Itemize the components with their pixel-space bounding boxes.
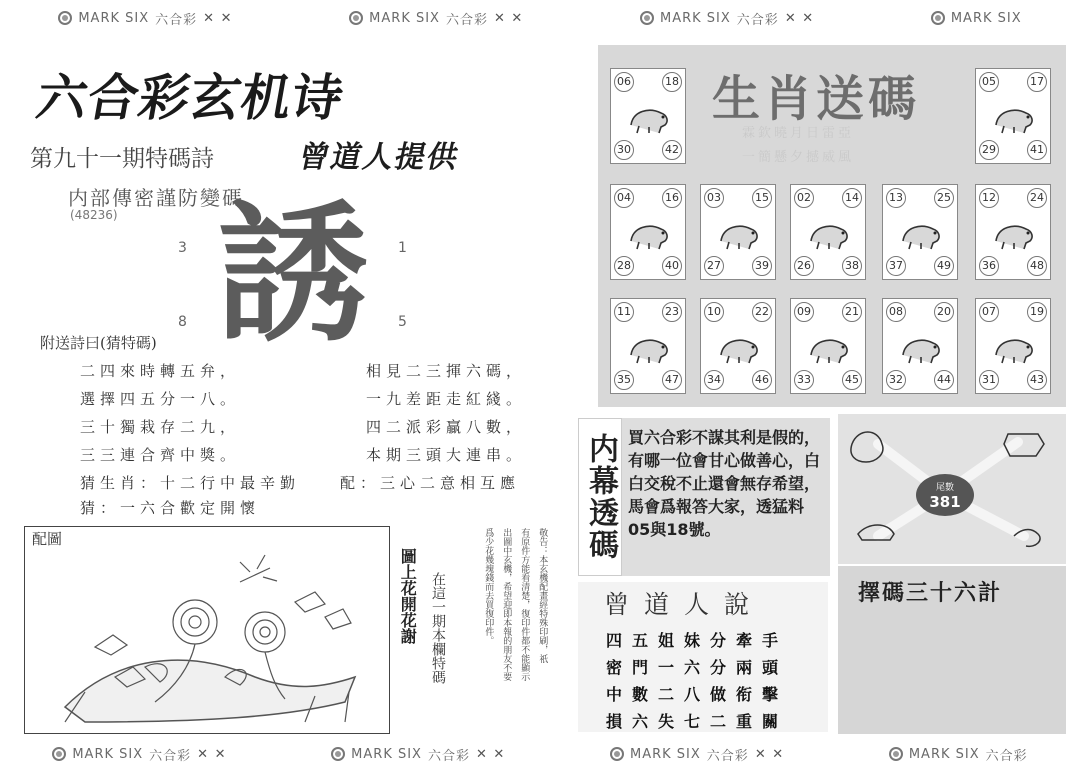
- zodiac-number: 14: [842, 188, 862, 208]
- band-segment: [640, 9, 814, 28]
- picture-label: 配圖: [32, 530, 63, 548]
- band-mark-text: MARK SIX: [78, 10, 150, 26]
- poem-heading: 附送詩曰(猜特碼): [40, 334, 157, 352]
- zodiac-number: 37: [886, 256, 906, 276]
- band-lottery-text: 六合彩: [985, 748, 1028, 764]
- mark-six-logo-icon: [610, 747, 624, 761]
- zodiac-number: 28: [614, 256, 634, 276]
- band-segment: [331, 745, 505, 764]
- corner-number-bl: 8: [178, 314, 187, 330]
- dog-icon: [897, 325, 945, 369]
- issue-heading: 第九十一期特碼詩: [30, 146, 214, 172]
- poem-line: 相見二三揮六碼，: [366, 362, 527, 380]
- cross-icon: ✕ ✕: [784, 10, 815, 26]
- zodiac-number: 40: [662, 256, 682, 276]
- zodiac-subtitle: 一簡懸夕撼威風: [742, 150, 855, 165]
- corner-number-tl: 3: [178, 240, 187, 256]
- picture-frame: [24, 526, 390, 734]
- tiger-icon: [625, 211, 673, 255]
- zodiac-number: 42: [662, 140, 682, 160]
- tail-badge: [916, 474, 974, 516]
- zodiac-number: 32: [886, 370, 906, 390]
- zodiac-number: 44: [934, 370, 954, 390]
- poem-line: 四二派彩贏八數，: [366, 418, 527, 436]
- zodiac-number: 10: [704, 302, 724, 322]
- zodiac-number: 13: [886, 188, 906, 208]
- feature-character: 誘: [218, 188, 369, 362]
- band-segment: [349, 9, 523, 28]
- zodiac-number: 08: [886, 302, 906, 322]
- saying-line: 密門一六分兩頭: [606, 658, 789, 677]
- cross-icon: ✕ ✕: [475, 746, 506, 762]
- zodiac-number: 29: [979, 140, 999, 160]
- band-mark-text: MARK SIX: [950, 10, 1022, 26]
- zodiac-number: 04: [614, 188, 634, 208]
- zodiac-number: 46: [752, 370, 772, 390]
- zodiac-number: 15: [752, 188, 772, 208]
- flower-illustration: [25, 527, 389, 733]
- picture-note-line: 有原件方能看清楚，復印件都不能顯示: [519, 528, 530, 681]
- mark-six-logo-icon: [349, 11, 363, 25]
- monkey-icon: [715, 325, 763, 369]
- inside-tag: 内幕透碼: [578, 418, 622, 576]
- zodiac-card-rat: [610, 68, 686, 164]
- band-lottery-text: 六合彩: [427, 748, 470, 764]
- zodiac-card-goat: [610, 298, 686, 394]
- band-lottery-text: 六合彩: [149, 748, 192, 764]
- zodiac-number: 16: [662, 188, 682, 208]
- band-segment: [610, 745, 784, 764]
- band-mark-text: MARK SIX: [630, 746, 701, 762]
- mark-six-logo-icon: [931, 11, 945, 25]
- provider-label: 曾道人提供: [295, 140, 463, 175]
- header-band: [0, 4, 1080, 32]
- poem-line: 本期三頭大連串。: [366, 446, 527, 464]
- band-mark-text: MARK SIX: [369, 10, 440, 26]
- rat-icon: [625, 95, 673, 139]
- saying-line: 四五姐妹分牽手: [606, 631, 789, 650]
- zodiac-number: 22: [752, 302, 772, 322]
- band-lottery-text: 六合彩: [445, 12, 488, 28]
- zodiac-card-horse: [975, 184, 1051, 280]
- band-lottery-text: 六合彩: [736, 12, 779, 28]
- zodiac-number: 24: [1027, 188, 1047, 208]
- poem-line: 一九差距走紅綫。: [366, 390, 527, 408]
- poem-line: 配：三心二意相互應: [340, 474, 521, 492]
- horse-icon: [990, 211, 1038, 255]
- band-segment: [931, 11, 1022, 26]
- zodiac-number: 23: [662, 302, 682, 322]
- band-lottery-text: 六合彩: [155, 12, 198, 28]
- picture-issue-note: 在這一期本欄特碼: [430, 572, 446, 684]
- zodiac-number: 06: [614, 72, 634, 92]
- mark-six-logo-icon: [58, 11, 72, 25]
- picture-note-line: 爲少花幾塊錢而去買復印件。: [483, 528, 494, 645]
- sayings-title: 曾道人說: [604, 590, 765, 619]
- poem-line: 二四來時轉五弁，: [80, 362, 241, 380]
- zodiac-number: 31: [979, 370, 999, 390]
- inside-text: 買六合彩不謀其利是假的，有哪一位會甘心做善心，白白交稅不止還會無存希望，馬會爲報答大家，透猛料05與18號。: [622, 418, 830, 576]
- zodiac-number: 11: [614, 302, 634, 322]
- snake-icon: [897, 211, 945, 255]
- corner-number-br: 5: [398, 314, 407, 330]
- ox-icon: [990, 95, 1038, 139]
- zodiac-number: 41: [1027, 140, 1047, 160]
- band-mark-text: MARK SIX: [660, 10, 731, 26]
- zodiac-number: 07: [979, 302, 999, 322]
- zodiac-number: 30: [614, 140, 634, 160]
- cross-icon: ✕ ✕: [203, 10, 233, 26]
- zodiac-number: 19: [1027, 302, 1047, 322]
- strategy-title: 擇碼三十六計: [858, 581, 1003, 606]
- zodiac-number: 49: [934, 256, 954, 276]
- zodiac-number: 03: [704, 188, 724, 208]
- mark-six-logo-icon: [52, 747, 66, 761]
- zodiac-card-ox: [975, 68, 1051, 164]
- zodiac-number: 45: [842, 370, 862, 390]
- band-segment: [889, 745, 1028, 764]
- band-lottery-text: 六合彩: [706, 748, 749, 764]
- zodiac-number: 26: [794, 256, 814, 276]
- saying-line: 損六失七二重關: [606, 712, 789, 731]
- zodiac-card-pig: [975, 298, 1051, 394]
- band-segment: [52, 745, 226, 764]
- zodiac-number: 09: [794, 302, 814, 322]
- zodiac-number: 47: [662, 370, 682, 390]
- secret-label: 内部傳密謹防變碼: [68, 186, 244, 210]
- zodiac-card-rabbit: [700, 184, 776, 280]
- zodiac-card-monkey: [700, 298, 776, 394]
- saying-line: 中數二八做衔擊: [606, 685, 789, 704]
- code-label: (48236): [70, 208, 118, 222]
- zodiac-number: 12: [979, 188, 999, 208]
- goat-icon: [625, 325, 673, 369]
- zodiac-number: 17: [1027, 72, 1047, 92]
- tail-value: 381: [929, 493, 961, 511]
- band-segment: [58, 9, 232, 28]
- zodiac-card-snake: [882, 184, 958, 280]
- corner-number-tr: 1: [398, 240, 407, 256]
- zodiac-number: 21: [842, 302, 862, 322]
- poem-line: 猜生肖：十二行中最辛勤: [80, 474, 301, 492]
- zodiac-card-dog: [882, 298, 958, 394]
- cross-icon: ✕ ✕: [754, 746, 785, 762]
- zodiac-number: 33: [794, 370, 814, 390]
- cross-icon: ✕ ✕: [197, 746, 227, 762]
- zodiac-number: 18: [662, 72, 682, 92]
- poem-line: 三三連合齊中獎。: [80, 446, 241, 464]
- picture-note-line: 出圖中玄機，希望迎即本報的朋友不要: [501, 528, 512, 681]
- zodiac-title: 生肖送碼: [712, 71, 921, 127]
- picture-caption: 圖上花開花謝: [398, 548, 418, 644]
- zodiac-subtitle: 霖欽曉月日雷亞: [742, 126, 855, 141]
- tail-label: 尾數: [935, 483, 954, 493]
- mark-six-logo-icon: [331, 747, 345, 761]
- zodiac-number: 35: [614, 370, 634, 390]
- zodiac-number: 39: [752, 256, 772, 276]
- zodiac-number: 34: [704, 370, 724, 390]
- zodiac-card-dragon: [790, 184, 866, 280]
- zodiac-number: 05: [979, 72, 999, 92]
- zodiac-number: 02: [794, 188, 814, 208]
- dragon-icon: [805, 211, 853, 255]
- zodiac-card-tiger: [610, 184, 686, 280]
- footer-band: [0, 740, 1080, 768]
- zodiac-number: 36: [979, 256, 999, 276]
- band-mark-text: MARK SIX: [72, 746, 144, 762]
- page-title: 六合彩玄机诗: [32, 69, 349, 127]
- poem-line: 三十獨栽存二九，: [80, 418, 241, 436]
- zodiac-number: 48: [1027, 256, 1047, 276]
- zodiac-number: 38: [842, 256, 862, 276]
- poem-line: 猜：一六合歡定開懷: [80, 499, 261, 517]
- cross-icon: ✕ ✕: [493, 10, 524, 26]
- pig-icon: [990, 325, 1038, 369]
- poem-line: 選擇四五分一八。: [80, 390, 241, 408]
- zodiac-number: 27: [704, 256, 724, 276]
- rooster-icon: [805, 325, 853, 369]
- zodiac-number: 20: [934, 302, 954, 322]
- zodiac-number: 25: [934, 188, 954, 208]
- rabbit-icon: [715, 211, 763, 255]
- mark-six-logo-icon: [640, 11, 654, 25]
- band-mark-text: MARK SIX: [351, 746, 422, 762]
- mark-six-logo-icon: [889, 747, 903, 761]
- zodiac-card-rooster: [790, 298, 866, 394]
- band-mark-text: MARK SIX: [908, 746, 980, 762]
- picture-note-line: 敬告：本玄機配畫經特殊印刷，祇: [537, 528, 548, 663]
- zodiac-number: 43: [1027, 370, 1047, 390]
